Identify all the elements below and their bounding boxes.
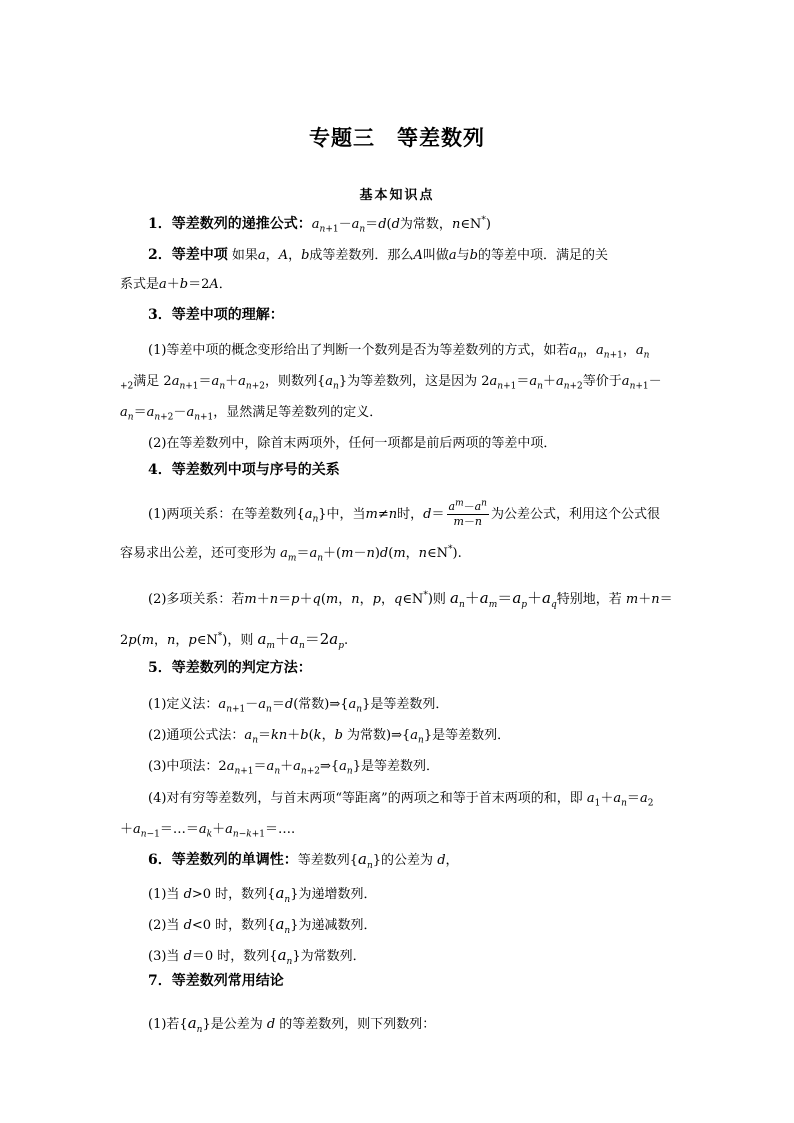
section-6-line-1 <box>148 850 708 870</box>
section-6-p3: (3)当 d＝0 时，数列$\{a_n\}$为常数列． <box>148 946 366 967</box>
section-6-p1: (1)当 d>0 时，数列$\{a_n\}$为递增数列． <box>148 884 377 905</box>
section-4-p1-line-1: (1)两项关系：在等差数列$\{a_n\}$中，当m≠n时，d＝ $\frac{a^m-a^n}{m-n}$ 为公差公式，利用这个公式很 <box>148 498 660 528</box>
section-5-p2: (2)通项公式法：$a_n=kn+b(k$，b 为常数)$\Rightarrow\{a_n\}$是等差数列． <box>148 728 511 746</box>
section-3-p1-line-2: $_{+2}$满足 $2a_{n+1}=a_n+a_{n+2}$，则数列$\{a_n\}$为等差数列，这是因为 $2a_{n+1}=a_n+a_{n+2}$等价于$a_{n+1}-$ <box>120 374 662 392</box>
section-subtitle: 基本知识点 <box>359 188 435 203</box>
section-4-p1-line-2: 容易求出公差，还可变形为 $a_m=a_n+(m-n)d(m$，n∈N*). <box>120 544 462 564</box>
page-title: 专题三 等差数列 <box>309 125 485 150</box>
section-5-p4-line-2: $+a_{n-1}=\dots=a_k+a_{n-k+1}=\dots$. <box>120 822 296 840</box>
section-4-p2-line-1: (2)多项关系：若m＋n＝p＋q(m，n，p，q∈N*)则 $a_n+a_m=a_p+a_q$特别地，若 m＋n＝ <box>148 589 673 610</box>
common-difference-fraction: $\frac{a^m-a^n}{m-n}$ <box>448 498 487 528</box>
section-3-p1-line-3: $a_n=a_{n+2}-a_{n+1}$，显然满足等差数列的定义． <box>120 405 383 423</box>
section-4-label: 4．等差数列中项与序号的关系 <box>148 462 340 478</box>
section-7-heading <box>148 972 708 991</box>
section-3-p2: (2)在等差数列中，除首末两项外，任何一项都是前后两项的等差中项． <box>148 436 557 451</box>
section-3-heading <box>148 306 708 325</box>
section-5-label: 5．等差数列的判定方法： <box>148 660 312 676</box>
section-7-label: 7．等差数列常用结论 <box>148 973 284 989</box>
section-5-heading <box>148 659 708 678</box>
section-4-heading <box>148 461 708 480</box>
section-7-p1: (1)若$\{a_n\}$是公差为 d 的等差数列，则下列数列： <box>148 1014 436 1035</box>
section-3-label: 3．等差中项的理解： <box>148 307 284 323</box>
section-5-p4-line-1: (4)对有穷等差数列，与首末两项“等距离”的两项之和等于首末两项的和，即 $a_1+a_n=a_2$ <box>148 791 654 809</box>
section-5-p3: (3)中项法：$2a_{n+1}=a_n+a_{n+2}\Rightarrow\{a_n\}$是等差数列． <box>148 759 439 777</box>
section-4-p2-line-2: 2p(m，n，p∈N*)，则 $a_m+a_n=2a_p$. <box>120 630 349 651</box>
section-3-p1-line-1: (1)等差中项的概念变形给出了判断一个数列是否为等差数列的方式，如若$a_n$，$a_{n+1}$，$a_n$ <box>148 343 650 361</box>
section-6-p2: (2)当 d<0 时，数列$\{a_n\}$为递减数列． <box>148 915 377 936</box>
section-6-label: 6．等差数列的单调性： <box>148 852 298 868</box>
section-2-line-2: 系式是a＋b＝2A． <box>120 277 232 292</box>
section-1 <box>148 215 708 234</box>
section-2-line-1 <box>148 246 708 265</box>
section-5-p1: (1)定义法：$a_{n+1}-a_n=d$(常数)$\Rightarrow\{a_n\}$是等差数列． <box>148 697 449 715</box>
section-6-text: 等差数列$\{a_n\}$的公差为 d， <box>297 850 459 871</box>
section-1-formula: $a_{n+1}-a_n=d(d$为常数，n∈N*) <box>311 215 491 235</box>
section-2-heading: 2．等差中项 <box>148 247 228 263</box>
section-2-text: 如果a，A，b成等差数列．那么A叫做a与b的等差中项．满足的关 <box>231 248 608 263</box>
section-1-heading: 1．等差数列的递推公式： <box>148 216 312 232</box>
